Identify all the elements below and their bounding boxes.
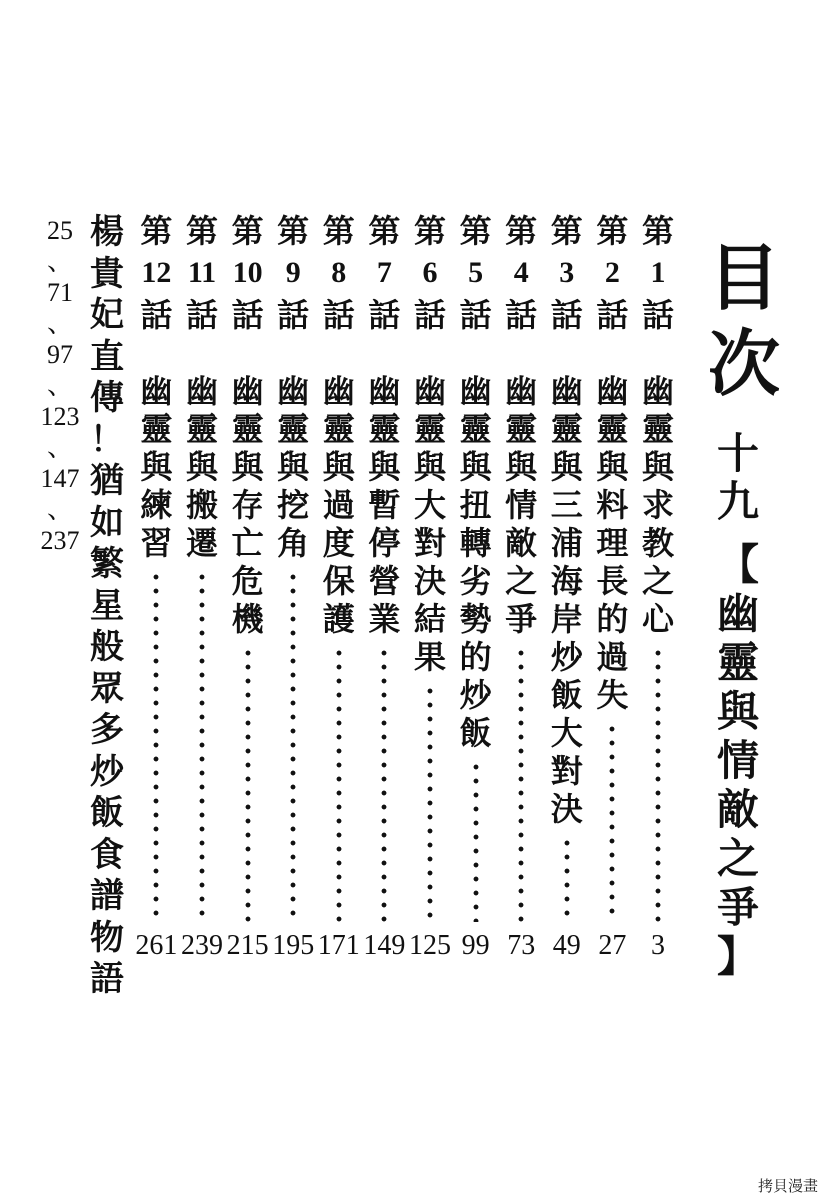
toc-title-char-1: 目 — [707, 235, 780, 320]
chapter-entry — [134, 210, 178, 961]
chapter-number: 3 — [559, 256, 575, 289]
chapter-page: 149 — [363, 930, 406, 961]
chapter-label: 第 6 話 — [408, 210, 452, 336]
chapter-number: 1 — [650, 256, 666, 289]
chapter-entry — [317, 210, 361, 961]
chapter-number: 5 — [468, 256, 484, 289]
chapter-entry — [454, 210, 498, 961]
chapter-title: 幽 靈 與 存 亡 危 機 — [231, 372, 264, 638]
chapter-entry — [226, 210, 270, 961]
chapter-entry — [545, 210, 589, 961]
chapter-title: 幽 靈 與 暫 停 營 業 — [368, 372, 401, 638]
chapter-number: 9 — [285, 256, 301, 289]
toc-title-char-2: 次 — [707, 321, 780, 406]
dot-leader — [655, 646, 661, 922]
chapter-title: 幽 靈 與 搬 遷 — [185, 372, 218, 562]
chapter-number: 8 — [331, 256, 347, 289]
chapter-entry — [180, 210, 224, 961]
dot-leader — [609, 722, 615, 922]
chapter-entry — [408, 210, 452, 961]
chapter-title: 幽 靈 與 求 教 之 心 — [641, 372, 674, 638]
chapter-title: 幽 靈 與 挖 角 — [277, 372, 310, 562]
chapter-page: 49 — [552, 930, 581, 961]
chapter-entry — [590, 210, 634, 961]
volume-number: 十 九 — [716, 429, 759, 526]
chapter-title: 幽 靈 與 料 理 長 的 過 失 — [596, 372, 629, 714]
chapter-label: 第 5 話 — [454, 210, 498, 336]
chapter-label: 第 7 話 — [362, 210, 406, 336]
chapter-label: 第 10 話 — [226, 210, 270, 336]
chapter-number: 6 — [422, 256, 438, 289]
dot-leader — [153, 570, 159, 922]
special-title: 楊 貴 妃 直 傳 ！ 猶 如 繁 星 般 眾 多 炒 飯 食 譜 物 語 — [90, 212, 124, 999]
chapter-entry — [271, 210, 315, 961]
chapter-label: 第 8 話 — [317, 210, 361, 336]
chapter-label: 第 12 話 — [134, 210, 178, 336]
chapter-page: 125 — [409, 930, 451, 961]
special-pages: 25 、 71 、 97 、 123 、 147 、 237 — [40, 216, 80, 555]
dot-leader — [427, 684, 433, 922]
chapter-number: 10 — [232, 256, 263, 289]
chapter-number: 11 — [187, 256, 217, 289]
dot-leader — [564, 836, 570, 922]
chapter-page: 195 — [272, 930, 315, 961]
chapter-page: 99 — [461, 930, 490, 961]
chapter-entry — [499, 210, 543, 961]
chapter-page: 239 — [181, 930, 223, 961]
chapter-entry — [636, 210, 680, 961]
chapter-title: 幽 靈 與 扭 轉 劣 勢 的 炒 飯 — [459, 372, 492, 752]
dot-leader — [336, 646, 342, 922]
chapter-page: 261 — [135, 930, 178, 961]
chapter-title: 幽 靈 與 大 對 決 結 果 — [413, 372, 446, 676]
chapter-page: 73 — [507, 930, 536, 961]
chapter-page: 215 — [226, 930, 269, 961]
dot-leader — [245, 646, 251, 922]
chapter-title: 幽 靈 與 過 度 保 護 — [322, 372, 355, 638]
dot-leader — [199, 570, 205, 922]
dot-leader — [381, 646, 387, 922]
chapter-number: 12 — [141, 256, 172, 289]
chapter-page: 171 — [317, 930, 360, 961]
chapter-number: 7 — [376, 256, 392, 289]
chapter-title: 幽 靈 與 練 習 — [140, 372, 173, 562]
toc-title — [702, 235, 786, 407]
dot-leader — [473, 760, 479, 922]
dot-leader — [518, 646, 524, 922]
chapter-label: 第 4 話 — [499, 210, 543, 336]
chapter-number: 2 — [604, 256, 620, 289]
chapter-label: 第 1 話 — [636, 210, 680, 336]
chapter-number: 4 — [513, 256, 529, 289]
chapter-label: 第 11 話 — [180, 210, 224, 336]
volume-subtitle: 【 幽 靈 與 情 敵 之 爭 】 — [716, 540, 759, 981]
chapter-entry — [362, 210, 406, 961]
watermark: 拷貝漫畫 — [757, 1177, 818, 1195]
chapter-label: 第 3 話 — [545, 210, 589, 336]
chapter-title: 幽 靈 與 情 敵 之 爭 — [505, 372, 538, 638]
chapter-label: 第 9 話 — [271, 210, 315, 336]
dot-leader — [290, 570, 296, 922]
chapter-title: 幽 靈 與 三 浦 海 岸 炒 飯 大 對 決 — [550, 372, 583, 828]
chapter-label: 第 2 話 — [590, 210, 634, 336]
chapter-page: 27 — [598, 930, 627, 961]
chapter-page: 3 — [651, 930, 665, 961]
